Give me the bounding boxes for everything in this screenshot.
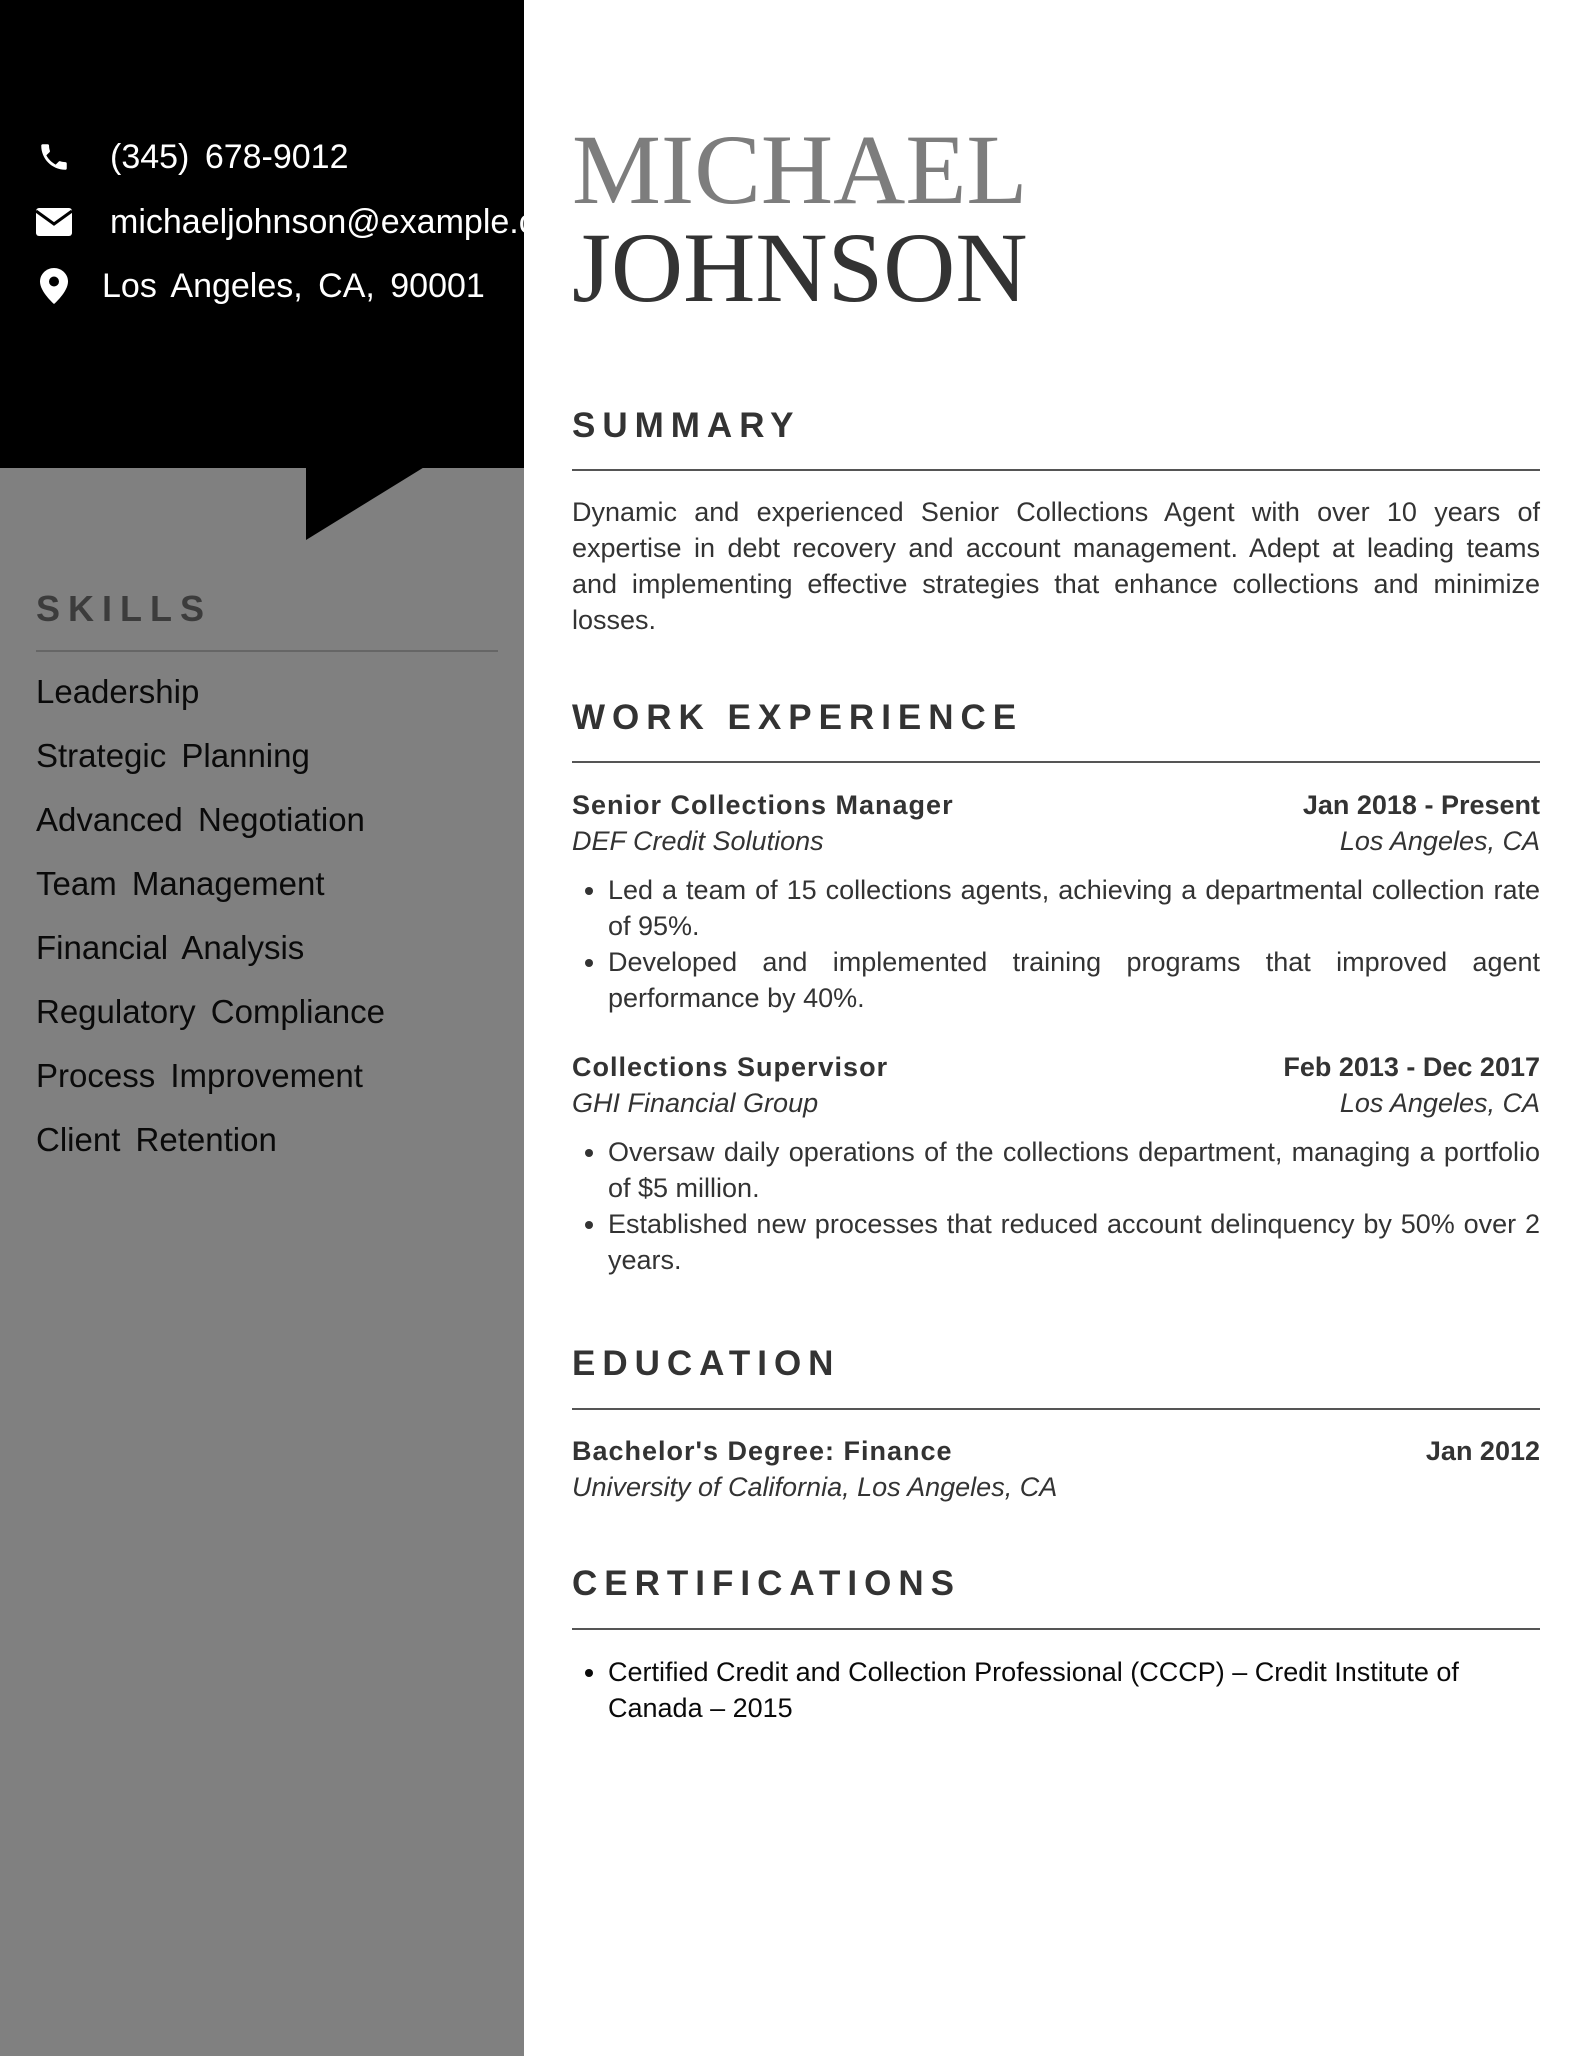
job-dates: Jan 2018 - Present xyxy=(1302,790,1540,820)
email-address[interactable]: michaeljohnson@example.com xyxy=(110,202,583,241)
job-subheader xyxy=(572,1088,1540,1119)
first-name: MICHAEL xyxy=(572,114,1028,225)
map-pin-icon xyxy=(34,266,74,306)
contact-phone xyxy=(34,137,349,177)
skills-list xyxy=(36,668,385,1180)
certification-list xyxy=(572,1654,1502,1726)
envelope-icon xyxy=(34,202,74,242)
certifications-divider xyxy=(572,1628,1540,1630)
skill-item: Advanced Negotiation xyxy=(36,801,365,838)
job-company: DEF Credit Solutions xyxy=(572,826,824,856)
skill-item: Client Retention xyxy=(36,1121,277,1158)
school-name: University of California, Los Angeles, CA xyxy=(572,1472,1058,1502)
last-name: JOHNSON xyxy=(572,212,1028,323)
job-subheader xyxy=(572,826,1540,857)
job-location: Los Angeles, CA xyxy=(1339,826,1540,856)
skill-item: Leadership xyxy=(36,673,200,710)
work-heading: WORK EXPERIENCE xyxy=(572,698,1024,737)
phone-icon xyxy=(34,137,74,177)
job-bullet: • Established new processes that reduced account delinquency by 50% over 2 years. xyxy=(608,1206,1540,1278)
skills-divider xyxy=(36,650,498,652)
contact-location xyxy=(34,266,485,306)
contact-email xyxy=(34,202,583,242)
skills-heading: SKILLS xyxy=(36,588,213,629)
job-bullets xyxy=(572,1134,1540,1278)
phone-number[interactable]: (345) 678-9012 xyxy=(110,137,349,176)
job-bullet: • Oversaw daily operations of the collections department, managing a portfolio of $5 million. xyxy=(608,1134,1540,1206)
summary-text: Dynamic and experienced Senior Collections Agent with over 10 years of expertise in debt recovery and account management. Adept at leading teams and implementing effective strategies that enhance collections and minimize losses. xyxy=(572,497,1540,635)
skill-item: Process Improvement xyxy=(36,1057,363,1094)
sidebar xyxy=(0,0,583,2056)
summary-heading: SUMMARY xyxy=(572,406,801,445)
speech-pointer xyxy=(306,466,426,540)
job-location: Los Angeles, CA xyxy=(1339,1088,1540,1118)
education-subheader xyxy=(572,1472,1540,1503)
job-title: Collections Supervisor xyxy=(572,1052,889,1082)
summary-divider xyxy=(572,469,1540,471)
job-bullets xyxy=(572,872,1540,1016)
job-header xyxy=(572,790,1540,821)
job-header xyxy=(572,1052,1540,1083)
certification-item: • Certified Credit and Collection Professional (CCCP) – Credit Institute of Canada – 2015 xyxy=(608,1654,1502,1726)
skill-item: Financial Analysis xyxy=(36,929,305,966)
job-bullet: • Developed and implemented training programs that improved agent performance by 40%. xyxy=(608,944,1540,1016)
education-divider xyxy=(572,1408,1540,1410)
location-text: Los Angeles, CA, 90001 xyxy=(102,266,485,305)
skill-item: Strategic Planning xyxy=(36,737,310,774)
job-dates: Feb 2013 - Dec 2017 xyxy=(1283,1052,1540,1082)
degree-title: Bachelor's Degree: Finance xyxy=(572,1436,953,1466)
job-bullet: • Led a team of 15 collections agents, achieving a departmental collection rate of 95%. xyxy=(608,872,1540,944)
degree-date: Jan 2012 xyxy=(1425,1436,1540,1466)
contact-block xyxy=(0,0,583,468)
work-divider xyxy=(572,761,1540,763)
skill-item: Team Management xyxy=(36,865,325,902)
education-heading: EDUCATION xyxy=(572,1344,841,1383)
certifications-heading: CERTIFICATIONS xyxy=(572,1564,962,1603)
education-header xyxy=(572,1436,1540,1467)
skill-item: Regulatory Compliance xyxy=(36,993,386,1030)
job-title: Senior Collections Manager xyxy=(572,790,954,820)
job-company: GHI Financial Group xyxy=(572,1088,819,1118)
